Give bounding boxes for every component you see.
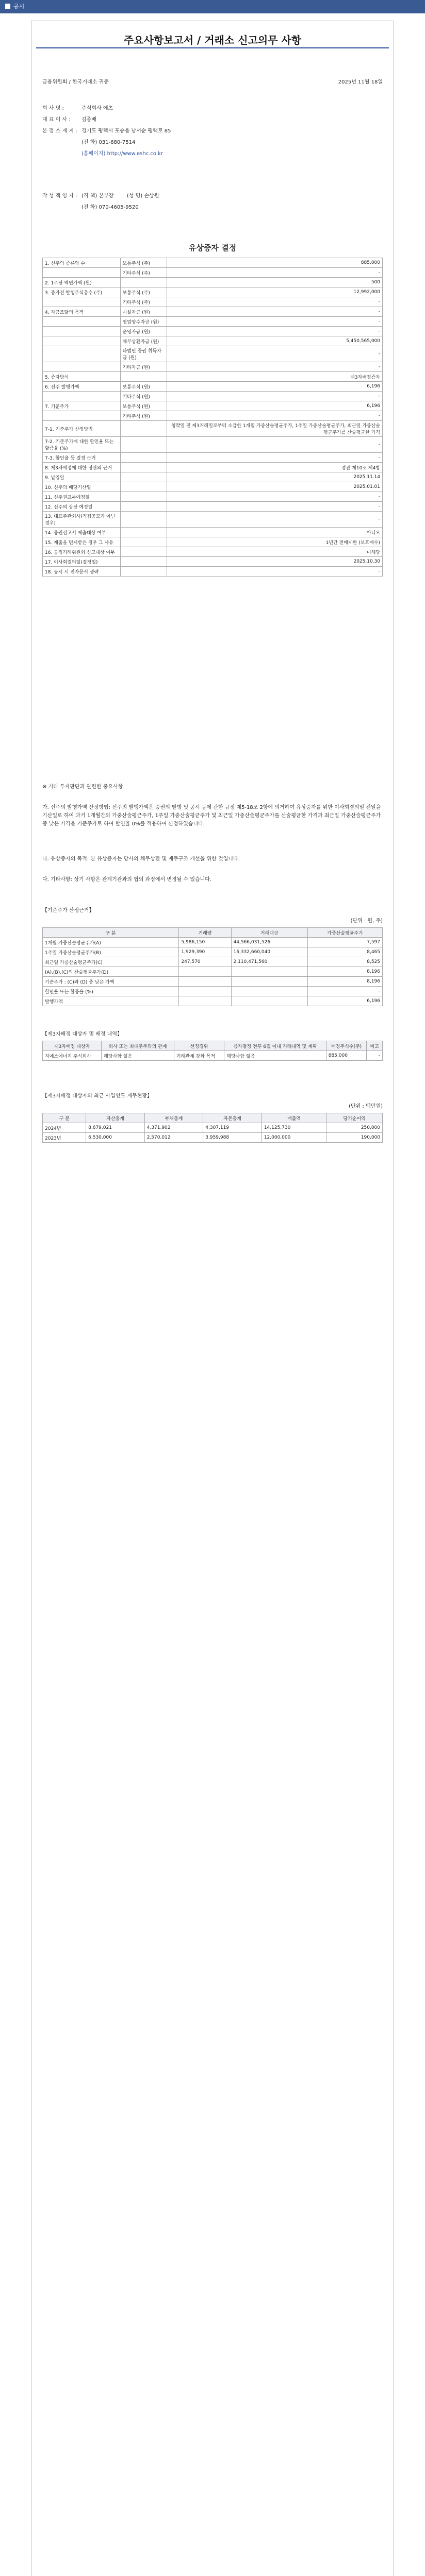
table-cell: - <box>167 502 383 512</box>
table-cell: 청약일 전 제3거래일로부터 소급한 1개월 가중산술평균주가, 1주일 가중산술평균주가, 최근일 가중산술평균주가를 산술평균한 가격 <box>167 421 383 437</box>
table-cell: 10. 신주의 배당기산일 <box>43 482 121 492</box>
table-cell: 5,450,565,000 <box>167 336 383 346</box>
table-cell: - <box>167 346 383 362</box>
table-cell: 3. 증자전 발행주식총수 (주) <box>43 287 121 297</box>
table-cell: 11. 신주권교부예정일 <box>43 492 121 502</box>
table-cell: 시설자금 (원) <box>120 307 167 317</box>
table-cell <box>43 362 121 372</box>
table-row <box>43 967 383 977</box>
table-row <box>43 1051 383 1061</box>
table-cell: 채무상환자금 (원) <box>120 336 167 346</box>
table-cell: 기타주식 (주) <box>120 268 167 278</box>
table-cell: 1주일 가중산술평균주가(B) <box>43 947 179 957</box>
table-row <box>43 547 383 557</box>
column-header: 자본총계 <box>203 1113 262 1123</box>
table-row <box>43 947 383 957</box>
table-row <box>43 401 383 411</box>
table-cell: - <box>167 512 383 528</box>
table-cell <box>231 967 308 977</box>
ceo-name: 김종배 <box>81 117 96 123</box>
table-row <box>43 346 383 362</box>
table-cell: 4,371,902 <box>144 1123 203 1133</box>
table-cell: 14. 증권신고서 제출대상 여부 <box>43 528 121 537</box>
table-row <box>43 362 383 372</box>
table-cell <box>120 512 167 528</box>
table-cell <box>120 472 167 482</box>
ceo-label: 대 표 이 사 : <box>42 117 71 123</box>
notes-paragraph-1: 가. 신주의 발행가액 산정방법: 신주의 발행가액은 증권의 발행 및 공시 등에 관한 규정 제5-18조 2항에 의거하여 유상증자를 위한 이사회결의일 전일을 기산일로 하여 과거 1개월간의 가중산술평균주가, 1주일 가중산술평균주가 및 최근일 가중산술평균주가를 산술평균한 가격과 최근일 가중산술평균주가 중 낮은 가격을 기준주가로 하여 할인율 0%를 적용하여 산정하였습니다. <box>42 805 381 827</box>
table-cell: - <box>167 297 383 307</box>
table-cell: 14,125,730 <box>261 1123 326 1133</box>
table-cell: 할인율 또는 할증율 (%) <box>43 987 179 996</box>
table-cell: 기타주식 (원) <box>120 411 167 421</box>
table-cell <box>179 967 231 977</box>
table-cell: 7. 기준주가 <box>43 401 121 411</box>
capital-increase-table <box>42 258 383 577</box>
table-cell: 12,992,000 <box>167 287 383 297</box>
contact-position: (직 책) 본부장 <box>81 193 114 199</box>
table-cell: 2. 1주당 액면가액 (원) <box>43 278 121 287</box>
table-row <box>43 977 383 987</box>
notes-heading: ※ 기타 투자판단과 관련한 중요사항 <box>42 784 123 790</box>
table-cell: - <box>167 362 383 372</box>
table-cell: 기준주가 : (C)와 (D) 중 낮은 가액 <box>43 977 179 987</box>
table-cell <box>179 996 231 1006</box>
table-cell: 6,196 <box>167 401 383 411</box>
column-header: 부채총계 <box>144 1113 203 1123</box>
table-cell: 기타자금 (원) <box>120 362 167 372</box>
table-row <box>43 382 383 392</box>
window-title: 공시 <box>13 3 25 10</box>
table-cell: 발행가액 <box>43 996 179 1006</box>
homepage-link[interactable]: (홈페이지) http://www.eshc.co.kr <box>81 151 163 157</box>
table-cell: 정관 제10조 제4항 <box>167 463 383 472</box>
table-cell: - <box>167 567 383 577</box>
column-header: 선정경위 <box>174 1041 224 1051</box>
company-label: 회 사 명 : <box>42 106 64 111</box>
table-cell: 16. 공정거래위원회 신고대상 여부 <box>43 547 121 557</box>
table-row <box>43 307 383 317</box>
table-cell: 8,525 <box>308 957 383 967</box>
table-row <box>43 557 383 567</box>
table-cell: 250,000 <box>326 1123 383 1133</box>
table-cell: 영업양수자금 (원) <box>120 317 167 327</box>
table-cell: 9. 납입일 <box>43 472 121 482</box>
column-header: 가중산술평균주가 <box>308 928 383 938</box>
contact-info <box>42 191 159 213</box>
column-header: 제3자배정 대상자 <box>43 1041 102 1051</box>
table-cell <box>43 392 121 401</box>
table-row <box>43 537 383 547</box>
column-header: 비고 <box>367 1041 383 1051</box>
table-row <box>43 437 383 453</box>
column-header: 거래대금 <box>231 928 308 938</box>
table-cell: 운영자금 (원) <box>120 327 167 336</box>
table-row <box>43 278 383 287</box>
table-cell: 8,679,021 <box>86 1123 145 1133</box>
table-cell: 해당사항 없음 <box>224 1051 326 1061</box>
recipient: 금융위원회 / 한국거래소 귀중 <box>42 79 109 85</box>
table-cell: 해당사항 없음 <box>102 1051 174 1061</box>
table-cell: 7-1. 기준주가 산정방법 <box>43 421 121 437</box>
phone: (전 화) 031-680-7514 <box>81 140 136 145</box>
table-row <box>43 492 383 502</box>
table-cell: 2025.11.14 <box>167 472 383 482</box>
table-cell <box>43 336 121 346</box>
table-cell: 885,000 <box>326 1051 367 1061</box>
table-cell <box>43 268 121 278</box>
table-cell: 아니오 <box>167 528 383 537</box>
notes-paragraph-3: 다. 기타사항: 상기 사항은 관계기관과의 협의 과정에서 변경될 수 있습니다. <box>42 877 212 883</box>
table-row <box>43 1133 383 1143</box>
table-cell: 18. 공시 시 전자문서 생략 <box>43 567 121 577</box>
table-cell: - <box>167 307 383 317</box>
table-cell: - <box>167 453 383 463</box>
address: 경기도 평택시 포승읍 남서순 평택로 85 <box>81 128 171 134</box>
table-cell: 최근일 가중산술평균주가(C) <box>43 957 179 967</box>
table-cell: 16,332,660,040 <box>231 947 308 957</box>
contact-label: 작 성 책 임 자 : <box>42 193 77 199</box>
column-header: 자산총계 <box>86 1113 145 1123</box>
table-cell <box>120 528 167 537</box>
table-cell: - <box>167 327 383 336</box>
table-cell: - <box>167 411 383 421</box>
contact-phone: (전 화) 070-4605-9520 <box>81 205 139 210</box>
table-cell: 타법인 증권 취득자금 (원) <box>120 346 167 362</box>
table-cell <box>43 317 121 327</box>
table-header-row <box>43 928 383 938</box>
table-cell: 미해당 <box>167 547 383 557</box>
window-title-bar <box>0 0 425 13</box>
table-cell <box>43 346 121 362</box>
table-cell: 기타주식 (원) <box>120 392 167 401</box>
table-row <box>43 421 383 437</box>
table-cell <box>120 567 167 577</box>
table-cell: 2,110,471,560 <box>231 957 308 967</box>
table-row <box>43 987 383 996</box>
table-cell <box>120 463 167 472</box>
table-cell: 8,465 <box>308 947 383 957</box>
table-cell: 15. 제출을 면제받은 경우 그 사유 <box>43 537 121 547</box>
table-cell: 1개월 가중산술평균주가(A) <box>43 938 179 947</box>
table-cell: 1,929,390 <box>179 947 231 957</box>
column-header: 당기순이익 <box>326 1113 383 1123</box>
table-cell <box>231 987 308 996</box>
table-cell <box>120 421 167 437</box>
table-row <box>43 938 383 947</box>
price-table <box>42 927 383 1006</box>
table-cell: 500 <box>167 278 383 287</box>
table-cell: 8,196 <box>308 977 383 987</box>
table-cell: 4,307,119 <box>203 1123 262 1133</box>
company-info <box>42 103 171 160</box>
finance-unit: (단위 : 백만원) <box>349 1104 383 1109</box>
table-cell: 5. 증자방식 <box>43 372 121 382</box>
address-label: 본 점 소 재 지 : <box>42 128 77 134</box>
table-row <box>43 472 383 482</box>
table-cell <box>43 327 121 336</box>
notes-paragraph-2: 나. 유상증자의 목적: 본 유상증자는 당사의 채무상환 및 재무구조 개선을 위한 것입니다. <box>42 856 240 862</box>
table-cell <box>120 453 167 463</box>
table-cell: - <box>367 1051 383 1061</box>
table-cell: 3,959,988 <box>203 1133 262 1143</box>
table-cell: 247,570 <box>179 957 231 967</box>
table-cell: - <box>308 987 383 996</box>
table-cell <box>120 492 167 502</box>
title-rule <box>36 47 389 48</box>
table-cell <box>43 411 121 421</box>
table-row <box>43 528 383 537</box>
table-row <box>43 502 383 512</box>
table-row <box>43 957 383 967</box>
table-header-row <box>43 1113 383 1123</box>
table-cell: - <box>167 437 383 453</box>
table-row <box>43 327 383 336</box>
table-cell: 2025.10.30 <box>167 557 383 567</box>
table-cell: 보통주식 (주) <box>120 287 167 297</box>
section-title: 유상증자 결정 <box>188 243 237 252</box>
table-row <box>43 482 383 492</box>
table-row <box>43 453 383 463</box>
table-cell: 5,986,150 <box>179 938 231 947</box>
table-cell <box>120 482 167 492</box>
table-row <box>43 336 383 346</box>
table-cell <box>120 537 167 547</box>
table-cell: 2023년 <box>43 1133 86 1143</box>
column-header: 구 분 <box>43 928 179 938</box>
table-cell <box>231 977 308 987</box>
table-cell: 6,530,000 <box>86 1133 145 1143</box>
table-cell <box>120 502 167 512</box>
table-cell: 12. 신주의 상장 예정일 <box>43 502 121 512</box>
table-cell: 885,000 <box>167 258 383 268</box>
finance-table <box>42 1113 383 1143</box>
table-header-row <box>43 1041 383 1051</box>
table-cell: 7-3. 할인율 등 결정 근거 <box>43 453 121 463</box>
table-cell: - <box>167 392 383 401</box>
column-header: 증자결정 전후 6월 이내 거래내역 및 계획 <box>224 1041 326 1051</box>
table-cell: (A),(B),(C)의 산술평균주가(D) <box>43 967 179 977</box>
table-cell <box>120 278 167 287</box>
table-cell: 7-2. 기준주가에 대한 할인율 또는 할증율 (%) <box>43 437 121 453</box>
table-cell: 2,570,012 <box>144 1133 203 1143</box>
table-row <box>43 512 383 528</box>
table-cell: 1. 신주의 종류와 수 <box>43 258 121 268</box>
contact-name: (성 명) 손상원 <box>126 193 159 199</box>
table-cell: 8. 제3자배정에 대한 정관의 근거 <box>43 463 121 472</box>
table-cell: 6. 신주 발행가액 <box>43 382 121 392</box>
table-cell: 기타주식 (주) <box>120 297 167 307</box>
table-row <box>43 297 383 307</box>
finance-heading: 【제3자배정 대상자의 최근 사업연도 재무현황】 <box>42 1093 152 1099</box>
table-cell: - <box>167 268 383 278</box>
table-cell: 2025.01.01 <box>167 482 383 492</box>
table-cell: 7,597 <box>308 938 383 947</box>
table-cell: 8,196 <box>308 967 383 977</box>
recipient-line <box>42 77 383 85</box>
table-cell: 17. 이사회결의일(결정일) <box>43 557 121 567</box>
column-header: 배정주식수(주) <box>326 1041 367 1051</box>
company-name: 주식회사 에츠 <box>81 106 113 111</box>
table-cell: 4. 자금조달의 목적 <box>43 307 121 317</box>
table-row <box>43 258 383 268</box>
price-basis-heading: 【기준주가 산정근거】 <box>42 908 94 913</box>
table-cell: 보통주식 (원) <box>120 401 167 411</box>
column-header: 회사 또는 최대주주와의 관계 <box>102 1041 174 1051</box>
table-cell <box>120 437 167 453</box>
page-title: 주요사항보고서 / 거래소 신고의무 사항 <box>123 34 302 46</box>
table-cell: 44,566,031,526 <box>231 938 308 947</box>
table-cell: 보통주식 (주) <box>120 258 167 268</box>
table-cell: - <box>167 317 383 327</box>
table-row <box>43 317 383 327</box>
column-header: 매출액 <box>261 1113 326 1123</box>
table-cell: 보통주식 (원) <box>120 382 167 392</box>
table-row <box>43 268 383 278</box>
table-cell <box>179 987 231 996</box>
table-cell: 6,196 <box>308 996 383 1006</box>
table-cell <box>120 372 167 382</box>
table-cell: - <box>167 492 383 502</box>
table-cell: 지에스에너지 주식회사 <box>43 1051 102 1061</box>
report-date: 2025년 11월 18일 <box>338 79 383 85</box>
table-row <box>43 392 383 401</box>
table-row <box>43 372 383 382</box>
allotment-heading: 【제3자배정 대상자 및 배정 내역】 <box>42 1031 122 1037</box>
column-header: 구 분 <box>43 1113 86 1123</box>
table-row <box>43 287 383 297</box>
table-cell <box>120 557 167 567</box>
table-cell: 2024년 <box>43 1123 86 1133</box>
table-cell: 거래관계 강화 목적 <box>174 1051 224 1061</box>
table-row <box>43 411 383 421</box>
table-row <box>43 996 383 1006</box>
price-unit: (단위 : 원, 주) <box>350 918 383 924</box>
allotment-table <box>42 1041 383 1061</box>
table-cell: 1년간 전매제한 (보호예수) <box>167 537 383 547</box>
table-cell: 12,000,000 <box>261 1133 326 1143</box>
table-cell: 190,000 <box>326 1133 383 1143</box>
column-header: 거래량 <box>179 928 231 938</box>
table-cell <box>120 547 167 557</box>
table-cell <box>231 996 308 1006</box>
table-row <box>43 463 383 472</box>
table-cell: 13. 대표주관회사(직접공모가 아닌 경우) <box>43 512 121 528</box>
document-icon <box>5 4 10 9</box>
table-row <box>43 1123 383 1133</box>
table-cell: 6,196 <box>167 382 383 392</box>
table-cell <box>179 977 231 987</box>
table-cell <box>43 297 121 307</box>
table-cell: 제3자배정증자 <box>167 372 383 382</box>
table-row <box>43 567 383 577</box>
